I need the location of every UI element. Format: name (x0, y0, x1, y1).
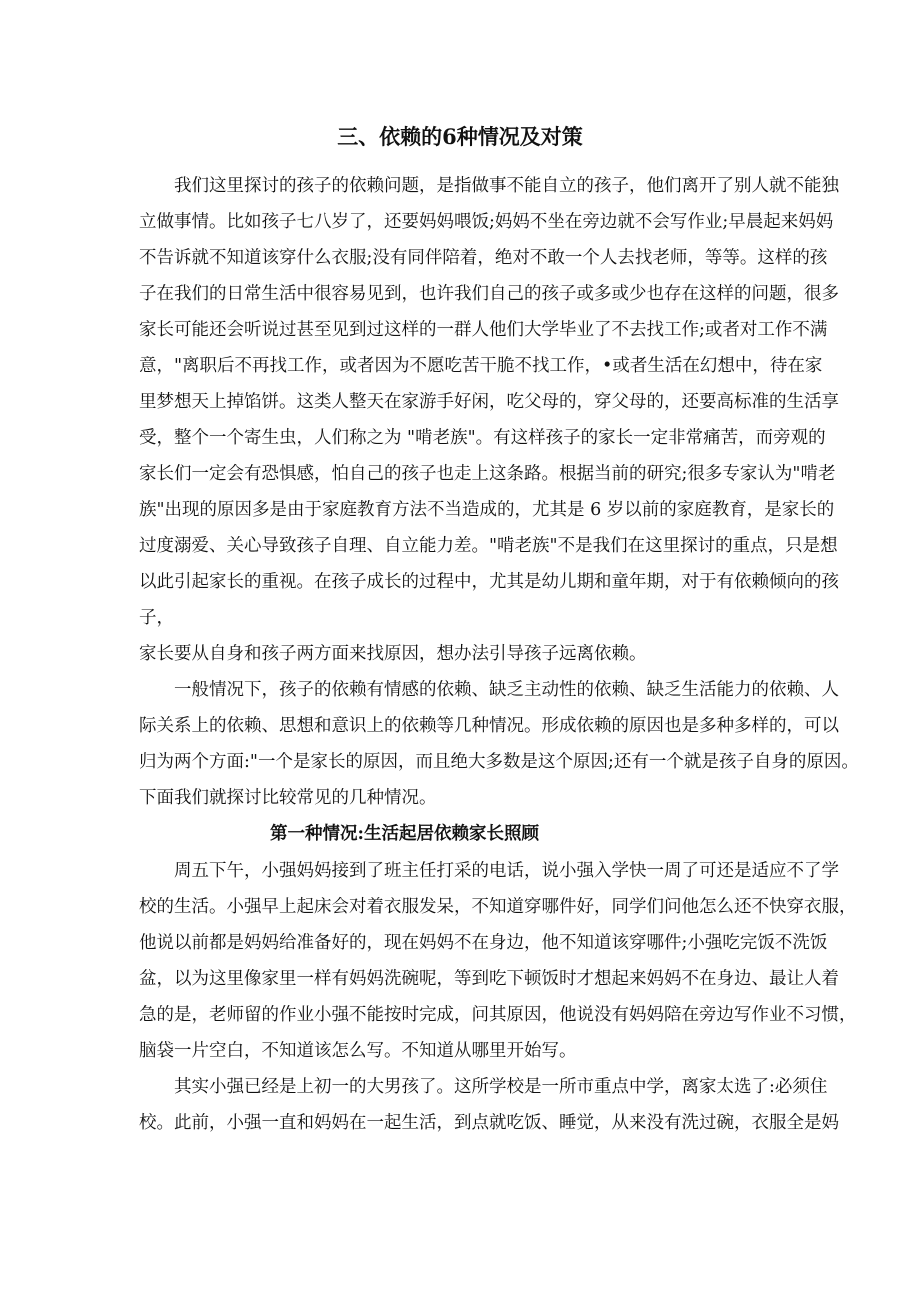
paragraph-line: 意，"离职后不再找工作，或者因为不愿吃苦干脆不找工作，•或者生活在幻想中，待在家 (139, 356, 823, 376)
paragraph (139, 636, 787, 672)
paragraph (139, 1069, 839, 1141)
paragraph-line: 家长们一定会有恐惧感，怕自己的孩子也走上这条路。根据当前的研究;很多专家认为"啃老 (139, 464, 836, 484)
paragraph-line: 下面我们就探讨比较常见的几种情况。 (139, 788, 437, 808)
paragraph-line: 子在我们的日常生活中很容易见到，也许我们自己的孩子或多或少也存在这样的问题，很多 (139, 284, 839, 304)
paragraph-line: 不告诉就不知道该穿什么衣服;没有同伴陪着，绝对不敢一个人去找老师，等等。这样的孩 (139, 248, 828, 268)
paragraph-line: 子， (139, 608, 174, 628)
paragraph-line: 际关系上的依赖、思想和意识上的依赖等几种情况。形成依赖的原因也是多种多样的，可以 (139, 716, 839, 736)
section-heading (139, 816, 787, 853)
paragraph-line: 其实小强已经是上初一的大男孩了。这所学校是一所市重点中学，离家太选了:必须住 (174, 1077, 828, 1097)
paragraph-line: 家长可能还会听说过甚至见到过这样的一群人他们大学毕业了不去找工作;或者对工作不满 (139, 320, 828, 340)
document-body (139, 168, 859, 1141)
paragraph (139, 672, 859, 816)
paragraph-line: 脑袋一片空白，不知道该怎么写。不知道从哪里开始写。 (139, 1041, 577, 1061)
document-title: 三、依赖的6种情况及对策 (337, 124, 583, 149)
paragraph-line: 我们这里探讨的孩子的依赖问题，是指做事不能自立的孩子，他们离开了别人就不能独 (174, 176, 839, 196)
paragraph-line: 急的是，老师留的作业小强不能按时完成，问其原因，他说没有妈妈陪在旁边写作业不习惯， (139, 1005, 857, 1025)
paragraph-line: 一般情况下，孩子的依赖有情感的依赖、缺乏主动性的依赖、缺乏生活能力的依赖、人 (174, 680, 839, 700)
paragraph-line: 过度溺爱、关心导致孩子自理、自立能力差。"啃老族"不是我们在这里探讨的重点，只是想 (139, 536, 838, 556)
paragraph-line: 受，整个一个寄生虫，人们称之为 "啃老族"。有这样孩子的家长一定非常痛苦，而旁观的 (139, 428, 826, 448)
paragraph-line: 族"出现的原因多是由于家庭教育方法不当造成的，尤其是 6 岁以前的家庭教育，是家长的 (139, 500, 835, 520)
paragraph-line: 盆，以为这里像家里一样有妈妈洗碗呢，等到吃下顿饭时才想起来妈妈不在身边、最让人着 (139, 969, 839, 989)
paragraph-line: 校的生活。小强早上起床会对着衣服发呆，不知道穿哪件好，同学们问他怎么还不快穿衣服， (139, 897, 857, 917)
paragraph-line: 校。此前，小强一直和妈妈在一起生活，到点就吃饭、睡觉，从来没有洗过碗，衣服全是妈 (139, 1113, 839, 1133)
paragraph-line: 周五下午，小强妈妈接到了班主任打采的电话，说小强入学快一周了可还是适应不了学 (174, 861, 839, 881)
section-heading-text: 第一种情况:生活起居依赖家长照顾 (270, 824, 539, 844)
paragraph-line: 家长要从自身和孩子两方面来找原因，想办法引导孩子远离依赖。 (139, 644, 647, 664)
paragraph-line: 立做事情。比如孩子七八岁了，还要妈妈喂饭;妈妈不坐在旁边就不会写作业;早晨起来妈妈 (139, 212, 834, 232)
paragraph-line: 以此引起家长的重视。在孩子成长的过程中，尤其是幼儿期和童年期，对于有依赖倾向的孩 (139, 572, 839, 592)
paragraph (139, 168, 839, 636)
paragraph (139, 853, 857, 1069)
paragraph-line: 里梦想天上掉馅饼。这类人整天在家游手好闲，吃父母的，穿父母的，还要高标准的生活享 (139, 392, 839, 412)
paragraph-line: 归为两个方面:"一个是家长的原因，而且绝大多数是这个原因;还有一个就是孩子自身的原因。 (139, 752, 859, 772)
paragraph-line: 他说以前都是妈妈给准备好的，现在妈妈不在身边，他不知道该穿哪件;小强吃完饭不洗饭 (139, 933, 828, 953)
